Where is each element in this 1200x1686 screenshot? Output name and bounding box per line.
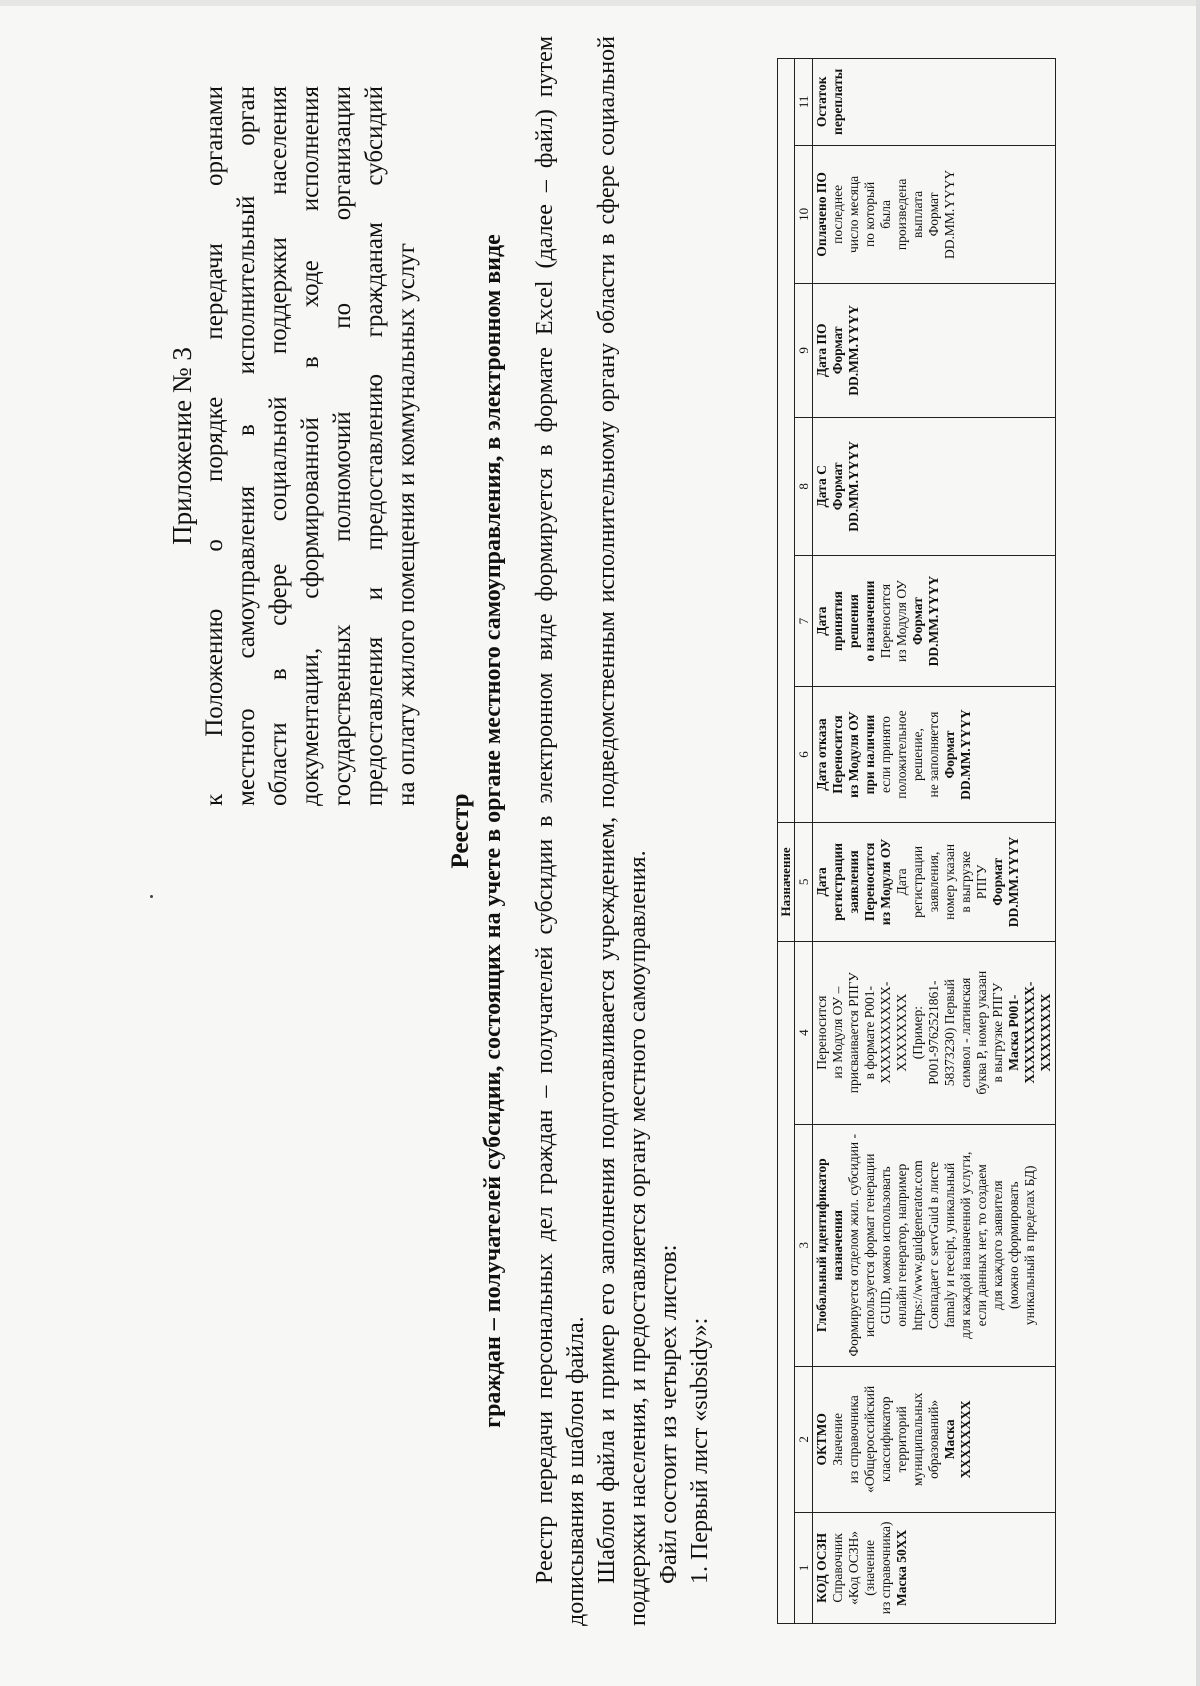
cell-line: Переносится xyxy=(862,842,877,922)
cell-line: DD.MM.YYYY xyxy=(926,575,941,667)
cell-line: DD.MM.YYYY xyxy=(1006,836,1021,928)
column-description-cell xyxy=(813,687,1056,823)
cell-line: «Код ОСЗН» xyxy=(846,1530,861,1605)
column-number-cell: 8 xyxy=(795,417,813,555)
cell-line: Р001-9762521861- xyxy=(926,980,941,1085)
cell-line: (можно сформировать xyxy=(1006,1181,1021,1310)
register-table-wrap xyxy=(777,58,1056,1624)
table-number-row xyxy=(795,59,813,1624)
cell-line: Совпадает с servGuid в листе xyxy=(926,1161,941,1329)
column-number-cell: 5 xyxy=(795,823,813,942)
register-table xyxy=(777,58,1056,1624)
cell-line: Формируется отделом жил. субсидии - xyxy=(846,1134,861,1357)
paragraph-1: Реестр передачи персональных дел граждан – получателей субсидии в электронном виде формируется в формате Excel (далее – файл) путем дописывания в шаблон файла. xyxy=(532,35,589,1626)
group-empty-cell xyxy=(778,941,795,1623)
cell-line: решение, xyxy=(910,728,925,782)
cell-line: буква Р, номер указан xyxy=(974,970,989,1095)
cell-line: из Модуля ОУ – xyxy=(830,986,845,1079)
cell-line: Остаток xyxy=(814,76,829,128)
column-number-cell: 3 xyxy=(795,1124,813,1366)
cell-line: Переносится xyxy=(878,583,893,659)
cell-line: Дата ПО xyxy=(814,323,829,378)
cell-line: Маска Р001- xyxy=(1006,994,1021,1071)
cell-line: классификатор xyxy=(878,1396,893,1483)
column-number-cell: 7 xyxy=(795,556,813,687)
annex-block xyxy=(165,86,423,806)
cell-line: для каждого заявителя xyxy=(990,1180,1005,1311)
cell-line: Переносится xyxy=(814,995,829,1070)
group-empty-cell xyxy=(778,59,795,823)
cell-line: КОД ОСЗН xyxy=(814,1532,829,1603)
cell-line: в выгрузке xyxy=(958,851,973,913)
column-description-cell xyxy=(813,556,1056,687)
cell-line: по который xyxy=(862,181,877,248)
column-description-cell xyxy=(813,941,1056,1124)
cell-line: уникальный в пределах БД) xyxy=(1022,1165,1037,1326)
column-number-cell: 1 xyxy=(795,1512,813,1623)
column-description-cell xyxy=(813,1366,1056,1512)
cell-line: в формате Р001- xyxy=(862,985,877,1080)
cell-line: номер указан xyxy=(942,843,957,920)
cell-line: из Модуля ОУ xyxy=(846,711,861,798)
cell-line: Формат xyxy=(926,192,941,237)
cell-line: положительное xyxy=(894,710,909,799)
cell-line: Значение xyxy=(830,1412,845,1466)
cell-line: Справочник xyxy=(830,1533,845,1603)
annex-line: на оплату жилого помещения и коммунальных услуг xyxy=(393,242,420,806)
cell-line: решения xyxy=(846,594,861,648)
cell-line: XXXXXXXXXX- xyxy=(878,981,893,1084)
cell-line: Формат xyxy=(942,730,957,779)
cell-line: XXXXXXXX xyxy=(1038,993,1053,1072)
annex-heading: Приложение № 3 xyxy=(167,347,197,545)
cell-line: Переносится xyxy=(830,715,845,794)
cell-line: XXXXXXXX xyxy=(894,993,909,1072)
cell-line: при наличии xyxy=(862,714,877,795)
cell-line: из Модуля ОУ xyxy=(894,580,909,662)
cell-line: была xyxy=(878,200,893,229)
cell-line: последнее xyxy=(830,184,845,244)
cell-line: DD.MM.YYYY xyxy=(846,305,861,396)
cell-line: Маска xyxy=(942,1419,957,1460)
cell-line: DD.MM.YYYY xyxy=(942,169,957,260)
table-group-row xyxy=(778,59,795,1624)
cell-line: назначения xyxy=(830,1210,845,1281)
cell-line: если данных нет, то создаем xyxy=(974,1164,989,1327)
cell-line: из справочника) xyxy=(878,1521,893,1615)
cell-line: в выгрузке РПГУ xyxy=(990,982,1005,1083)
cell-line: DD.MM.YYYY xyxy=(958,709,973,800)
cell-line: Дата xyxy=(894,868,909,896)
annex-line: местного самоуправления в исполнительный орган xyxy=(233,86,260,806)
cell-line: DD.MM.YYYY xyxy=(846,440,861,532)
cell-line: РПГУ xyxy=(974,864,989,900)
annex-line: к Положению о порядке передачи органами xyxy=(201,86,228,806)
column-description-cell xyxy=(813,1512,1056,1623)
column-number-cell: 4 xyxy=(795,941,813,1124)
column-description-cell xyxy=(813,823,1056,942)
paragraph-3: Файл состоит из четырех листов: xyxy=(656,1244,682,1584)
title-line-2: граждан – получателей субсидии, состоящих на учете в органе местного самоуправления, в электронном виде xyxy=(480,234,506,1428)
cell-line: выплата xyxy=(910,190,925,238)
cell-line: муниципальных xyxy=(910,1392,925,1487)
cell-line: ОКТМО xyxy=(814,1413,829,1466)
cell-line: из Модуля ОУ xyxy=(878,838,893,926)
cell-line: произведена xyxy=(894,178,909,251)
cell-line: Формат xyxy=(910,597,925,645)
cell-line: «Общероссийский xyxy=(862,1385,877,1493)
cell-line: принятия xyxy=(830,591,845,651)
cell-line: используется формат генерации xyxy=(862,1153,877,1338)
cell-line: 58373230) Первый xyxy=(942,979,957,1087)
cell-line: переплаты xyxy=(830,68,845,135)
cell-line: Оплачено ПО xyxy=(814,172,829,257)
cell-line: территорий xyxy=(894,1406,909,1473)
annex-line: области в сфере социальной поддержки населения xyxy=(265,86,292,806)
body-text xyxy=(530,36,716,1626)
cell-line: для каждой назначенной услуги, xyxy=(958,1151,973,1339)
annex-line: государственных полномочий по организации xyxy=(329,86,356,806)
cell-line: заявления, xyxy=(926,851,941,913)
cell-line: не заполняется xyxy=(926,711,941,798)
column-number-cell: 2 xyxy=(795,1366,813,1512)
cell-line: символ - латинская xyxy=(958,977,973,1088)
cell-line: онлайн генератор, например xyxy=(894,1163,909,1327)
group-header-cell: Назначение xyxy=(778,823,795,942)
cell-line: присваивается РПГУ xyxy=(846,972,861,1094)
column-description-cell xyxy=(813,284,1056,418)
paragraph-4: 1. Первый лист «subsidy»: xyxy=(687,1317,713,1584)
cell-line: Дата отказа xyxy=(814,718,829,791)
column-number-cell: 11 xyxy=(795,59,813,146)
cell-line: образований» xyxy=(926,1399,941,1479)
cell-line: Маска 50ХХ xyxy=(894,1529,909,1606)
column-description-cell xyxy=(813,145,1056,283)
cell-line: регистрации xyxy=(910,845,925,918)
cell-line: (значение xyxy=(862,1540,877,1596)
cell-line: Дата С xyxy=(814,465,829,508)
column-number-cell: 9 xyxy=(795,284,813,418)
cell-line: GUID, можно использовать xyxy=(878,1166,893,1325)
cell-line: если принято xyxy=(878,716,893,793)
cell-line: famaly и receipt, уникальный xyxy=(942,1162,957,1328)
column-description-cell xyxy=(813,1124,1056,1366)
column-number-cell: 6 xyxy=(795,687,813,823)
cell-line: XXXXXXXXXX- xyxy=(1022,981,1037,1084)
annex-line: предоставления и предоставлению гражданам субсидий xyxy=(361,86,388,806)
column-number-cell: 10 xyxy=(795,145,813,283)
cell-line: из справочника xyxy=(846,1395,861,1484)
column-description-cell xyxy=(813,417,1056,555)
cell-line: о назначении xyxy=(862,580,877,662)
paragraph-2: Шаблон файла и пример его заполнения подготавливается учреждением, подведомственным исполнительному органу области в сфере социальной поддержки населения, и предоставляется органу местного самоуправления. xyxy=(594,36,651,1626)
title-line-1: Реестр xyxy=(447,793,474,869)
cell-line: (Пример: xyxy=(910,1006,925,1060)
cell-line: https://www.guidgenerator.com xyxy=(910,1160,925,1331)
cell-line: регистрации xyxy=(830,842,845,921)
cell-line: Формат xyxy=(990,857,1005,906)
document-title xyxy=(445,36,509,1626)
cell-line: ХХХХХХХХ xyxy=(958,1400,973,1479)
table-description-row xyxy=(813,59,1056,1624)
cell-line: Глобальный идентификатор xyxy=(814,1158,829,1333)
cell-line: Формат xyxy=(830,462,845,511)
column-description-cell xyxy=(813,59,1056,146)
cell-line: число месяца xyxy=(846,175,861,253)
cell-line: Дата xyxy=(814,867,829,897)
cell-line: заявления xyxy=(846,850,861,914)
cell-line: Формат xyxy=(830,326,845,375)
cell-line: Дата xyxy=(814,606,829,636)
annex-line: документации, сформированной в ходе исполнения xyxy=(297,86,324,806)
